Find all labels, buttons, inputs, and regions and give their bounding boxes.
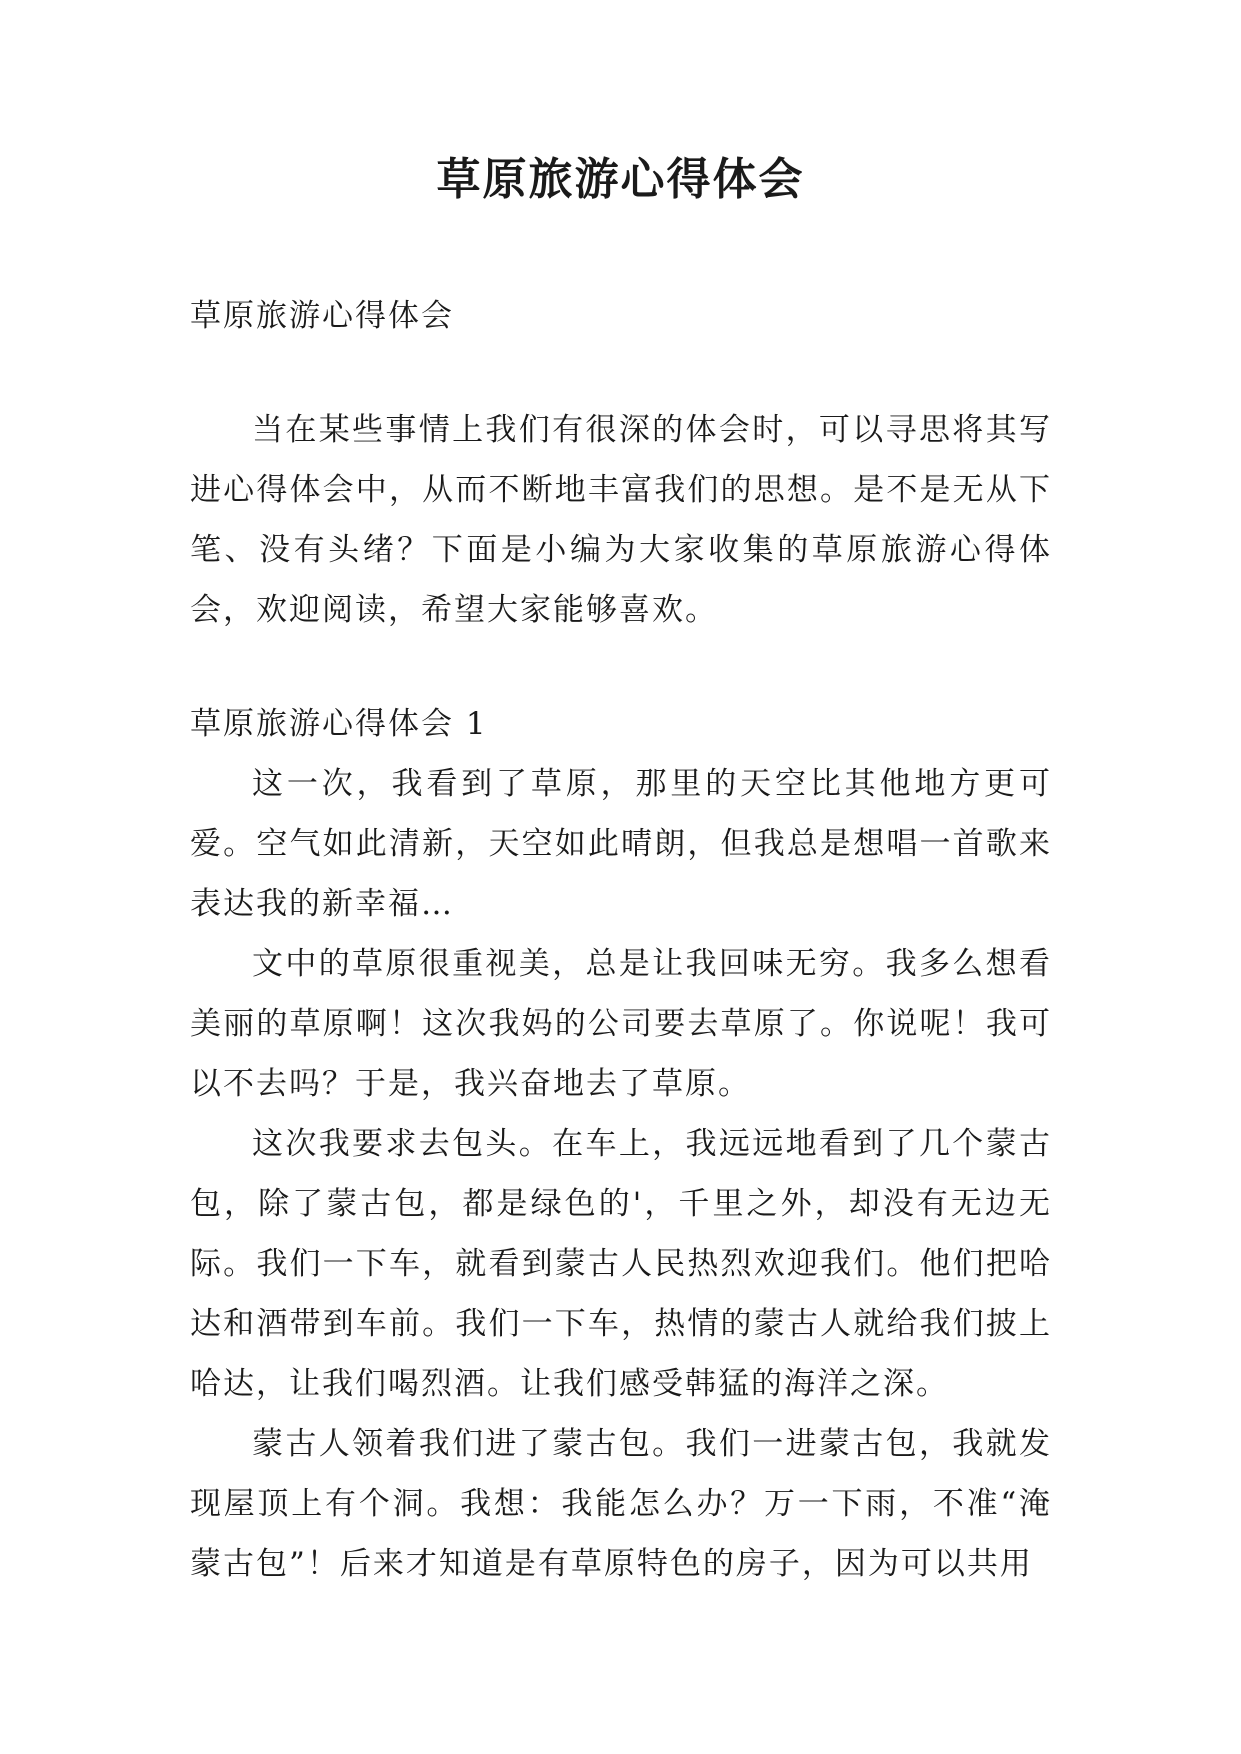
section-heading: 草原旅游心得体会 1 [190,706,488,742]
document-title: 草原旅游心得体会 [436,154,805,205]
intro-paragraph: 当在某些事情上我们有很深的体会时，可以寻思将其写进心得体会中，从而不断地丰富我们的思想。是不是无从下笔、没有头绪？下面是小编为大家收集的草原旅游心得体会，欢迎阅读，希望大家能够喜欢。 [190,412,1052,628]
body-paragraph: 文中的草原很重视美，总是让我回味无穷。我多么想看美丽的草原啊！这次我妈的公司要去草原了。你说呢！我可以不去吗？于是，我兴奋地去了草原。 [190,946,1052,1102]
body-paragraph: 这次我要求去包头。在车上，我远远地看到了几个蒙古包，除了蒙古包，都是绿色的'，千里之外，却没有无边无际。我们一下车，就看到蒙古人民热烈欢迎我们。他们把哈达和酒带到车前。我们一下车，热情的蒙古人就给我们披上哈达，让我们喝烈酒。让我们感受韩猛的海洋之深。 [190,1126,1052,1402]
body-paragraph: 蒙古人领着我们进了蒙古包。我们一进蒙古包，我就发现屋顶上有个洞。我想：我能怎么办？万一下雨，不准“淹蒙古包”！后来才知道是有草原特色的房子，因为可以共用 [190,1426,1052,1582]
document-subtitle: 草原旅游心得体会 [190,298,454,334]
document-body [190,286,1052,1594]
body-paragraph: 这一次，我看到了草原，那里的天空比其他地方更可爱。空气如此清新，天空如此晴朗，但我总是想唱一首歌来表达我的新幸福… [190,766,1052,922]
